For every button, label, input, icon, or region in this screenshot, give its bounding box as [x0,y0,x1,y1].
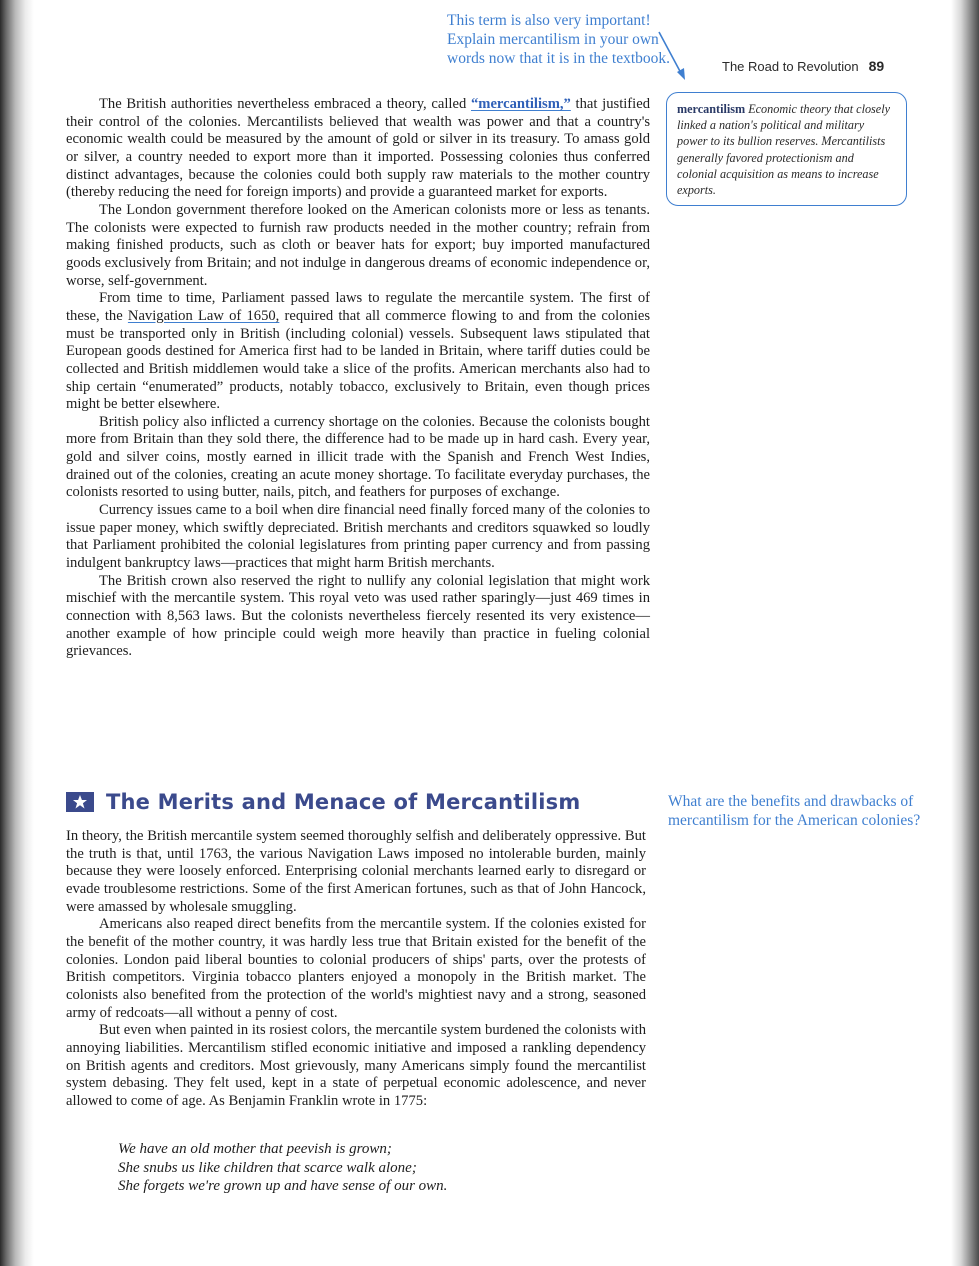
quoted-poem [118,1140,447,1196]
page-number: 89 [868,58,885,74]
paragraph: In theory, the British mercantile system seemed thoroughly selfish and deliberately oppressive. But the truth is that, until 1763, the various Navigation Laws imposed no intolerable burden, mainly because they were loosely enforced. Enterprising colonial merchants learned early to disregard or evade troublesome restrictions. Some of the first American fortunes, such as that of John Hancock, were amassed by wholesale smuggling. [66,828,646,915]
section1-body [66,96,650,661]
handwritten-note-top: This term is also very important! Explain mercantilism in your own words now that it is in the textbook. [447,12,671,67]
annotation-arrow [655,30,695,82]
paragraph [66,290,650,414]
paragraph: The British crown also reserved the right to nullify any colonial legislation that might work mischief with the mercantile system. This royal veto was used rather sparingly—just 469 times in connection with 8,563 laws. But the colonists nevertheless fiercely resented its very existence—another example of how principle could weigh more heavily than practice in fueling colonial grievances. [66,572,650,660]
glossary-term: mercantilism [677,102,746,116]
running-head [722,58,884,74]
running-head-title: The Road to Revolution [722,59,859,74]
underlined-navigation-law: Navigation Law of 1650, [127,307,280,324]
paragraph: The London government therefore looked on the American colonists more or less as tenants. The colonists were expected to furnish raw products needed in the mother country; refrain from making finished products, such as cloth or beaver hats for export; buy imported manufactured goods exclusively from Britain; and not indulge in dangerous dreams of economic independence or, worse, self-government. [66,201,650,289]
section2-body [66,828,646,1111]
key-term-mercantilism: “mercantilism,” [470,96,571,112]
paragraph: But even when painted in its rosiest colors, the mercantile system burdened the colonists with annoying liabilities. Mercantilism stifled economic initiative and imposed a rankling dependency on British agents and creditors. Most grievously, many Americans simply found the mercantilist system debasing. They felt used, kept in a state of perpetual economic adolescence, and never allowed to come of age. As Benjamin Franklin wrote in 1775: [66,1022,646,1109]
handwritten-note-side: What are the benefits and drawbacks of mercantilism for the American colonies? [668,793,921,829]
paragraph: Currency issues came to a boil when dire financial need finally forced many of the colonies to issue paper money, which swiftly depreciated. British merchants and creditors squawked so loudly that Parliament prohibited the colonial legislatures from printing paper currency and from passing indulgent bankruptcy laws—practices that might harm British merchants. [66,502,650,572]
poem-line: She forgets we're grown up and have sense of our own. [118,1178,448,1194]
paragraph: British policy also inflicted a currency shortage on the colonies. Because the colonists bought more from Britain than they sold there, the difference had to be made up in hard cash. Every year, gold and silver coins, mostly earned in illicit trade with the Spanish and French West Indies, drained out of the colonies, creating an acute money shortage. To facilitate everyday purchases, the colonists resorted to using butter, nails, pitch, and feathers for purposes of exchange. [66,413,650,501]
text-run: that justified their control of the colonies. Mercantilists believed that wealth was power and that a country's economic wealth could be measured by the amount of gold or silver in its treasury. To amass gold or silver, a country needed to export more than it imported. Possessing colonies thus conferred distinct advantages, because the colonies could both supply raw materials to the mother country (thereby reducing the need for foreign imports) and provide a guaranteed market for exports. [66,96,650,201]
poem-line: We have an old mother that peevish is grown; [118,1141,392,1157]
paragraph [66,96,650,202]
text-run: The British authorities nevertheless embraced a theory, called [99,96,471,112]
section-heading [66,790,626,814]
text-run: required that all commerce flowing to and from the colonies must be transported only in British (including colonial) vessels. Subsequent laws stipulated that European goods destined for America first had to be landed in Britain, where tariff duties could be collected and British middlemen would take a slice of the profits. American merchants also had to ship certain “enumerated” products, notably tobacco, exclusively to Britain, even though prices might be better elsewhere. [66,307,651,413]
page-gutter-shadow [0,0,34,1266]
text-run: From time to time, Parliament passed laws to regulate the mercantile system. The first of these, the [66,290,650,324]
page-edge-shadow [951,0,979,1266]
paragraph: Americans also reaped direct benefits from the mercantile system. If the colonies existed for the benefit of the mother country, it was hardly less true that Britain existed for the benefit of the colonies. London paid liberal bounties to colonial producers of ships' parts, over the protests of British competitors. Virginia tobacco planters enjoyed a monopoly in the British market. The colonists also benefited from the protection of the world's mightiest navy and a strong, seasoned army of redcoats—all without a penny of cost. [66,916,646,1021]
section-title: The Merits and Menace of Mercantilism [106,790,581,814]
star-icon [66,792,94,812]
glossary-definition: Economic theory that closely linked a nation's political and military power to its bullion reserves. Mercantilists generally favored protectionism and colonial acquisition as means to increase exports. [677,102,891,198]
glossary-box [666,92,907,206]
poem-line: She snubs us like children that scarce walk alone; [118,1159,417,1176]
